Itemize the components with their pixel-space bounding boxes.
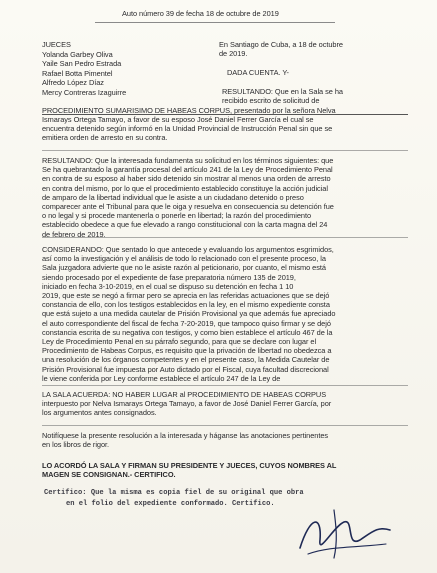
paragraph-line: le viene conferida por Ley conforme establece el artículo 247 de la Ley de — [42, 373, 281, 383]
paragraph-line: de amparo de la libertad individual que le asiste a un ciudadano detenido o preso — [42, 192, 304, 202]
paragraph-line: así como la investigación y el análisis de todo lo relacionado con el presente proceso, la — [42, 254, 326, 264]
paragraph-line: que está sujeto a una medida cautelar de Prisión Provisional ya que además fue apreciado — [42, 309, 336, 319]
paragraph-line: RESULTANDO: Que en la Sala se ha — [222, 87, 343, 96]
paragraph-line: constancia de ello, con los testigos establecidos en la ley, en el mismo expediente consta — [42, 300, 330, 310]
paragraph-line: interpuesto por Nelva Ismarays Ortega Tamayo, a favor de José Daniel Ferrer García, por — [42, 399, 332, 409]
auto-number-text: Auto número 39 de fecha 18 de octubre de 2019 — [122, 9, 279, 18]
place-date-line: En Santiago de Cuba, a 18 de octubre — [219, 40, 343, 49]
la-sala-acuerda — [42, 390, 408, 418]
resultando-second — [42, 156, 408, 239]
paragraph-line: Certifico: Que la misma es copia fiel de su original que obra — [44, 489, 304, 497]
header-rule — [95, 22, 335, 23]
paragraph-line: Se ha quebrantado la garantía procesal del artículo 241 de la Ley de Procedimiento Penal — [42, 165, 333, 175]
paragraph-line: Ismarays Ortega Tamayo, a favor de su esposo José Daniel Ferrer García el cual se — [42, 114, 314, 124]
paragraph-line: los argumentos antes consignados. — [42, 408, 157, 418]
dada-cuenta-text: DADA CUENTA. Y- — [227, 68, 289, 77]
paragraph-line: Sala juzgadora advierte que no le asiste razón al peticionario, por cuanto, el mismo está — [42, 263, 326, 273]
judge-name: Mercy Contreras Izaguirre — [42, 87, 127, 97]
judge-name: Alfredo López Díaz — [42, 78, 104, 88]
paragraph-line: LO ACORDÓ LA SALA Y FIRMAN SU PRESIDENTE Y JUECES, CUYOS NOMBRES AL — [42, 461, 337, 470]
rule-after-sumarisimo — [42, 114, 408, 115]
certification-stamp — [44, 488, 304, 509]
rule-under-acuerda — [42, 425, 408, 426]
dada-cuenta — [227, 68, 289, 77]
paragraph-line: en el folio del expediente conformado. Certifico. — [66, 499, 275, 508]
paragraph-line: CONSIDERANDO: Que sentado lo que antecede y evaluando los argumentos esgrimidos, — [42, 245, 334, 254]
paragraph-line: RESULTANDO: Que la interesada fundamenta su solicitud en los términos siguientes: que — [42, 156, 334, 165]
paragraph-line: constancia escrita de su negativa con testigos, y como bien establece el artículo 467 de la — [42, 327, 333, 337]
paragraph-line: de febrero de 2019. — [42, 229, 106, 239]
judge-name: Rafael Botta Pimentel — [42, 68, 113, 78]
paragraph-line: siendo procesado por el expediente de fase preparatoria número 135 de 2019, — [42, 272, 296, 282]
paragraph-line: Ley de Procedimiento Penal en su párrafo segundo, para que se declare con lugar el — [42, 337, 317, 347]
paragraph-line: emitiera orden de arresto en su contra. — [42, 133, 168, 143]
judge-name: Yolanda Garbey Oliva — [42, 49, 113, 59]
paragraph-line: Prisión Provisional fue impuesta por Auto dictado por el Fiscal, cuya facultad discrecional — [42, 364, 329, 374]
paragraph-line: en contra del mismo, por lo que el procedimiento establecido constituye la acción judicial — [42, 183, 328, 193]
paragraph-line: el auto correspondiente del fiscal de fecha 7-20-2019, que tampoco quiso firmar y se dejó — [42, 318, 331, 328]
judges-block — [42, 40, 126, 98]
place-date-block — [219, 40, 343, 58]
judges-heading: JUECES — [42, 40, 71, 49]
paragraph-line: MAGEN SE CONSIGNAN.- CERTIFICO. — [42, 470, 176, 480]
rule-under-resultando-2 — [42, 237, 408, 238]
paragraph-line: Procedimiento de Habeas Corpus, es requisito que la privación de libertad no obedezca a — [42, 346, 332, 356]
considerando — [42, 245, 408, 383]
notifiquese — [42, 431, 408, 449]
paragraph-line: iniciado en fecha 3-10-2019, en el cual se dispuso su detención en fecha 1 10 — [42, 281, 294, 291]
auto-number-line — [122, 9, 279, 18]
paragraph-line: establecido obedece a que fue elevado a rango constitucional con la carta magna del 24 — [42, 220, 328, 230]
resultando-first-body — [42, 106, 408, 143]
paragraph-line: PROCEDIMIENTO SUMARISIMO DE HABEAS CORPUS, presentado por la señora Nelva — [42, 105, 336, 115]
paragraph-line: en contra de su esposo al haber sido detenido sin mostrar al menos una orden de arresto — [42, 174, 331, 184]
paragraph-line: en los libros de rigor. — [42, 440, 110, 450]
judge-name: Yaile San Pedro Estrada — [42, 59, 122, 69]
paragraph-line: LA SALA ACUERDA: NO HABER LUGAR al PROCEDIMIENTO DE HABEAS CORPUS — [42, 390, 327, 399]
paragraph-line: Notifíquese la presente resolución a la interesada y háganse las anotaciones pertinentes — [42, 431, 329, 440]
place-date-line: de 2019. — [219, 49, 248, 59]
paragraph-line: comparecer ante el Tribunal para que le oiga y resuelva en consecuencia su detención fue — [42, 202, 334, 212]
paragraph-line: encuentra detenido según informó en la Unidad Provincial de Instrucción Penal sin que se — [42, 123, 333, 133]
rule-under-resultando-1 — [42, 150, 408, 151]
paragraph-line: una resolución de los órganos competentes y en el presente caso, la Medida Cautelar de — [42, 355, 330, 365]
paragraph-line: 2019, que este se negó a firmar pero se aprecia en las referidas actuaciones que se dejó — [42, 291, 330, 301]
closing-statement — [42, 461, 412, 479]
rule-under-considerando — [42, 385, 408, 386]
resultando-first-head — [222, 87, 408, 105]
paragraph-line: recibido escrito de solicitud de — [222, 96, 320, 106]
paragraph-line: o no legal y si procede mantenerla o ponerle en libertad; la razón del procedimiento — [42, 211, 312, 221]
handwritten-signature — [290, 496, 400, 566]
